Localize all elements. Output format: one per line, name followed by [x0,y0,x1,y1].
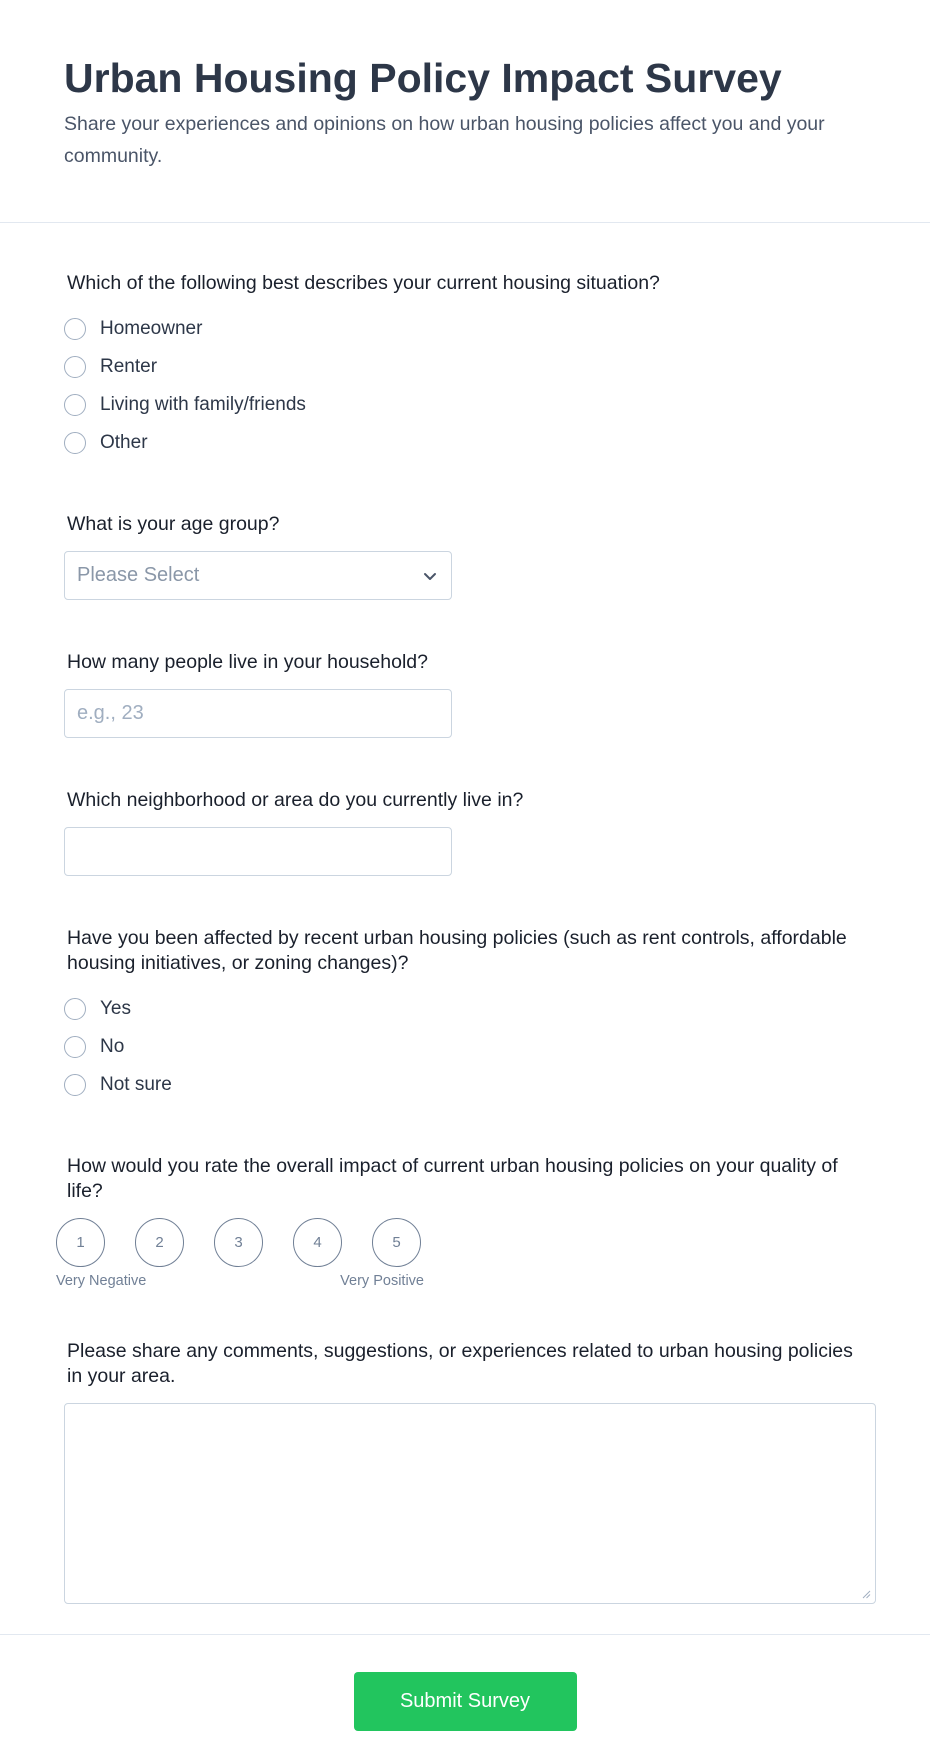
question-label: How many people live in your household? [67,651,428,673]
chevron-down-icon [421,567,439,585]
radio-option-other[interactable] [64,424,866,462]
age-group-select[interactable] [64,551,452,600]
question-housing [64,271,866,462]
form-footer [0,1634,930,1731]
neighborhood-input[interactable] [64,827,452,876]
radio-option-homeowner[interactable] [64,310,866,348]
select-value: Please Select [77,564,200,586]
rating-labels [56,1273,424,1289]
radio-button[interactable] [64,1074,86,1096]
rating-high-label: Very Positive [340,1273,424,1289]
radio-label: Yes [100,998,131,1019]
radio-button[interactable] [64,1036,86,1058]
rating-scale [56,1218,866,1267]
radio-option-no[interactable] [64,1028,866,1066]
question-rating [56,1154,866,1289]
submit-survey-button[interactable]: Submit Survey [354,1672,577,1731]
rating-option-5[interactable]: 5 [372,1218,421,1267]
radio-option-living-with-family[interactable] [64,386,866,424]
radio-button[interactable] [64,318,86,340]
resize-grip-icon[interactable] [861,1589,871,1599]
question-label: Which of the following best describes your current housing situation? [67,272,660,294]
radio-button[interactable] [64,432,86,454]
question-affected [64,926,866,1104]
radio-button[interactable] [64,998,86,1020]
rating-option-4[interactable]: 4 [293,1218,342,1267]
question-label: Have you been affected by recent urban housing policies (such as rent controls, affordable housing initiatives, or zoning changes)? [67,927,847,974]
question-neighborhood [64,788,866,876]
radio-label: No [100,1036,125,1057]
question-label: How would you rate the overall impact of current urban housing policies on your quality of life? [67,1155,838,1202]
rating-option-3[interactable]: 3 [214,1218,263,1267]
radio-button[interactable] [64,356,86,378]
radio-option-not-sure[interactable] [64,1066,866,1104]
question-age [64,512,866,600]
question-comments [64,1339,866,1604]
radio-label: Other [100,432,148,453]
page-title: Urban Housing Policy Impact Survey [64,55,782,101]
radio-label: Living with family/friends [100,394,306,415]
survey-form [0,223,930,1604]
radio-option-yes[interactable] [64,990,866,1028]
rating-option-2[interactable]: 2 [135,1218,184,1267]
radio-button[interactable] [64,394,86,416]
radio-label: Homeowner [100,318,203,339]
rating-low-label: Very Negative [56,1273,147,1289]
radio-label: Renter [100,356,158,377]
rating-option-1[interactable]: 1 [56,1218,105,1267]
comments-textarea[interactable] [64,1403,876,1604]
question-label: Please share any comments, suggestions, or experiences related to urban housing policies in your area. [67,1340,853,1387]
radio-option-renter[interactable] [64,348,866,386]
question-label: What is your age group? [67,513,280,535]
question-label: Which neighborhood or area do you currently live in? [67,789,524,811]
radio-label: Not sure [100,1074,172,1095]
survey-header [0,0,930,223]
household-size-input[interactable] [64,689,452,738]
page-subtitle: Share your experiences and opinions on how urban housing policies affect you and your community. [64,113,825,167]
question-household [64,650,866,738]
